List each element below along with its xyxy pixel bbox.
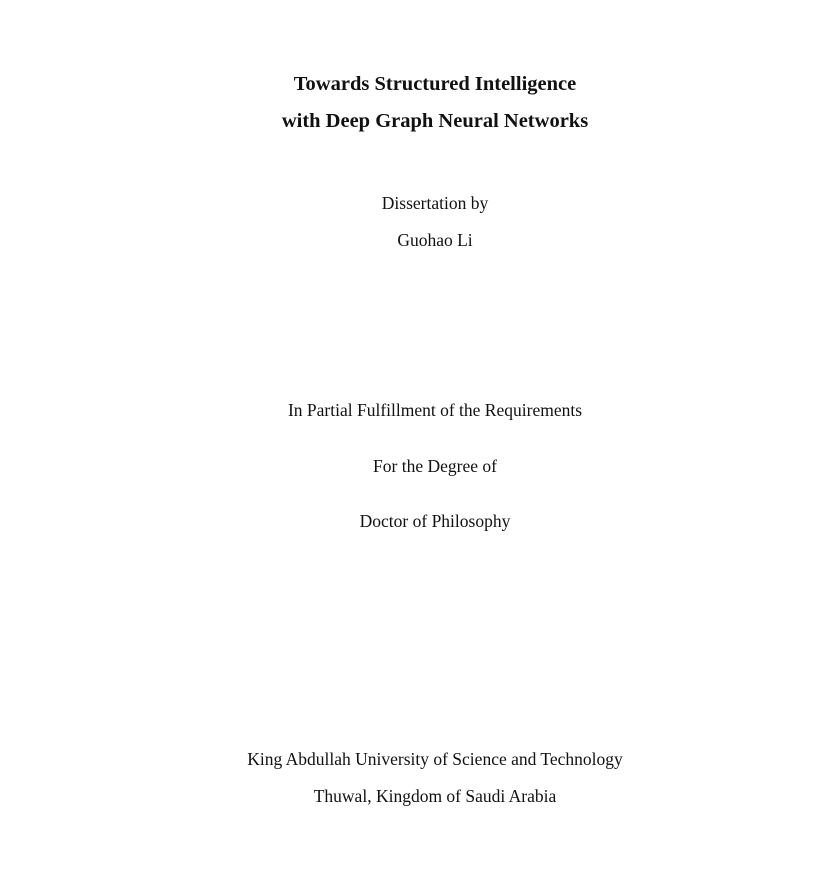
title-line-1: Towards Structured Intelligence <box>293 73 577 95</box>
title-line-2: with Deep Graph Neural Networks <box>281 110 589 132</box>
byline: Dissertation by <box>381 193 489 213</box>
institution-location: Thuwal, Kingdom of Saudi Arabia <box>313 786 557 806</box>
author-name: Guohao Li <box>397 230 473 250</box>
degree-label: For the Degree of <box>373 456 497 476</box>
fulfillment-statement: In Partial Fulfillment of the Requirements <box>287 400 583 420</box>
institution-name: King Abdullah University of Science and Technology <box>247 749 623 769</box>
degree-name: Doctor of Philosophy <box>359 511 511 531</box>
